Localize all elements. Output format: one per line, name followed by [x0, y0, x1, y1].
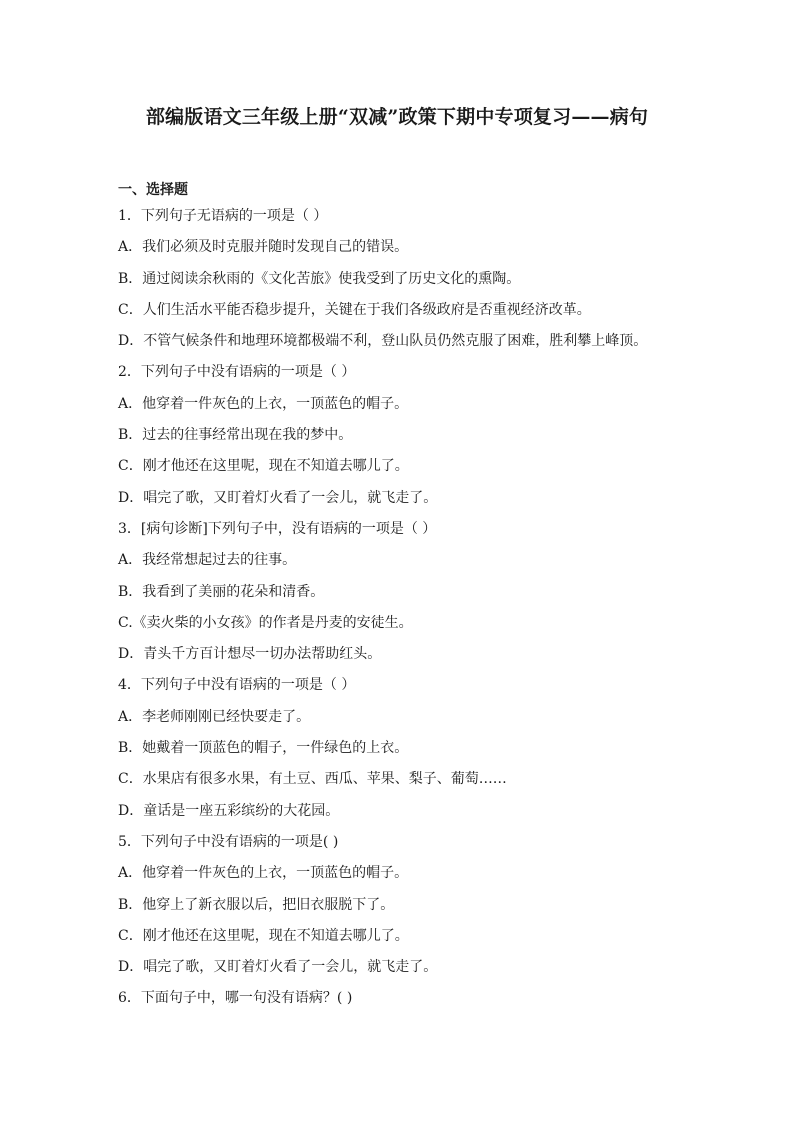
question-1-option-d: D．不管气候条件和地理环境都极端不利，登山队员仍然克服了困难，胜利攀上峰顶。 [118, 333, 648, 350]
question-4-option-d: D．童话是一座五彩缤纷的大花园。 [118, 802, 340, 819]
question-3-option-d: D．青头千方百计想尽一切办法帮助红头。 [118, 646, 382, 663]
question-3-option-a: A．我经常想起过去的往事。 [118, 552, 297, 569]
question-2-stem: 2．下列句子中没有语病的一项是（ ） [118, 364, 356, 381]
section-heading: 一、选择题 [118, 182, 188, 198]
question-5-option-b: B．他穿上了新衣服以后，把旧衣服脱下了。 [118, 896, 395, 913]
question-2-option-c: C．刚才他还在这里呢，现在不知道去哪儿了。 [118, 458, 409, 475]
question-5-option-d: D．唱完了歌，又盯着灯火看了一会儿，就飞走了。 [118, 959, 438, 976]
question-2-option-d: D．唱完了歌，又盯着灯火看了一会儿，就飞走了。 [118, 489, 438, 506]
question-list [118, 204, 718, 1018]
question-6-stem: 6．下面句子中，哪一句没有语病？( ) [118, 990, 353, 1007]
document-title: 部编版语文三年级上册“双减”政策下期中专项复习——病句 [145, 106, 649, 128]
question-1-stem: 1．下列句子无语病的一项是（ ） [118, 208, 328, 224]
question-1-option-a: A．我们必须及时克服并随时发现自己的错误。 [118, 239, 409, 256]
question-5-option-c: C．刚才他还在这里呢，现在不知道去哪儿了。 [118, 927, 409, 944]
question-5-option-a: A．他穿着一件灰色的上衣，一顶蓝色的帽子。 [118, 865, 409, 882]
question-4-option-b: B．她戴着一顶蓝色的帽子，一件绿色的上衣。 [118, 740, 409, 757]
question-4-option-c: C．水果店有很多水果，有土豆、西瓜、苹果、梨子、葡萄…… [118, 771, 507, 788]
question-5-stem: 5．下列句子中没有语病的一项是( ) [118, 833, 339, 850]
question-1-option-c: C．人们生活水平能否稳步提升，关键在于我们各级政府是否重视经济改革。 [118, 301, 591, 318]
question-4-option-a: A．李老师刚刚已经快要走了。 [118, 708, 311, 725]
question-3-stem: 3．[病句诊断]下列句子中，没有语病的一项是（ ） [118, 520, 437, 537]
question-3-option-b: B．我看到了美丽的花朵和清香。 [118, 583, 325, 600]
question-3-option-c: C.《卖火柴的小女孩》的作者是丹麦的安徒生。 [118, 614, 413, 631]
question-2-option-a: A．他穿着一件灰色的上衣，一顶蓝色的帽子。 [118, 395, 409, 412]
question-4-stem: 4．下列句子中没有语病的一项是（ ） [118, 677, 356, 694]
question-2-option-b: B．过去的往事经常出现在我的梦中。 [118, 427, 353, 444]
question-1-option-b: B．通过阅读余秋雨的《文化苦旅》使我受到了历史文化的熏陶。 [118, 270, 521, 287]
